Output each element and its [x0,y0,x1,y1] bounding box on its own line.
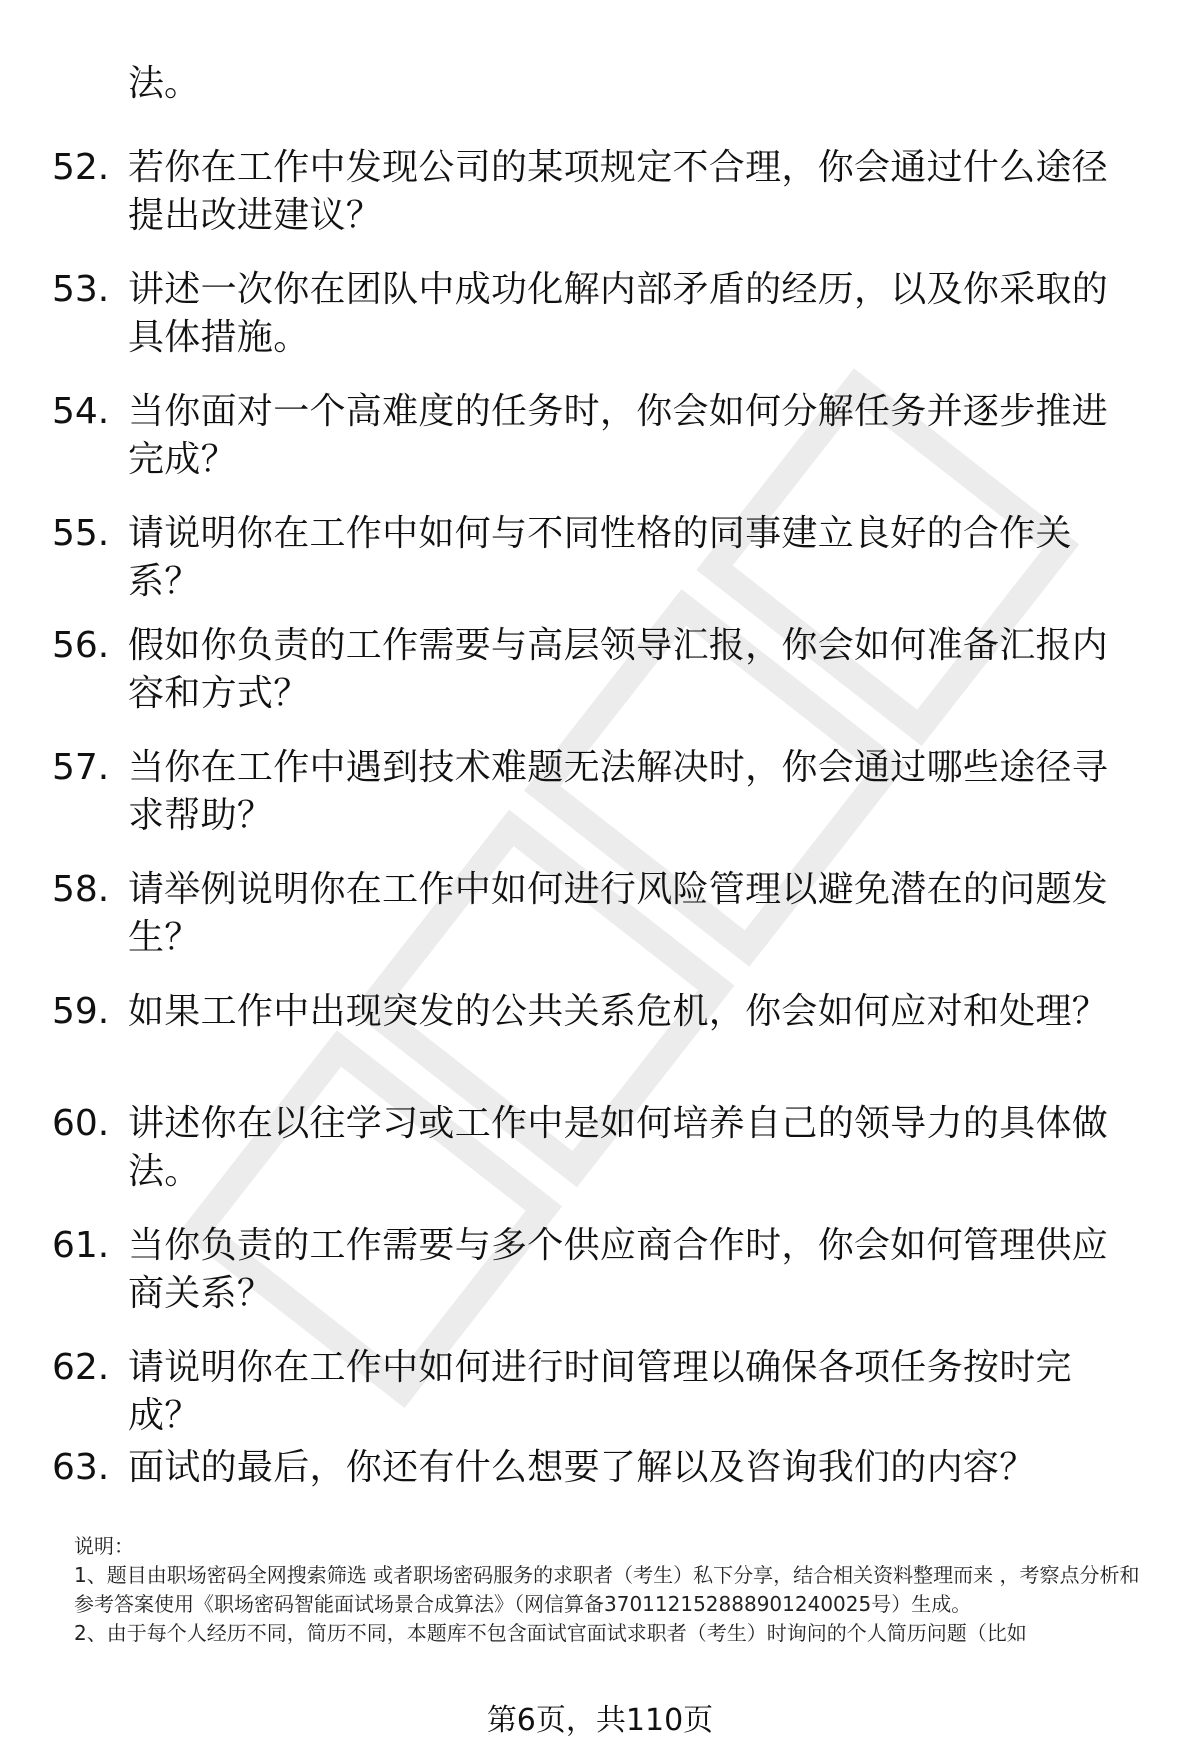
question-item [52,988,1152,1036]
question-text: 讲述你在以往学习或工作中是如何培养自己的领导力的具体做法。 [128,1103,1109,1192]
question-number: 62. [52,1347,110,1388]
question-item [52,622,1152,718]
question-item [52,1100,1152,1196]
notes-heading: 说明： [74,1534,134,1558]
question-text: 请说明你在工作中如何进行时间管理以确保各项任务按时完成？ [128,1347,1072,1436]
question-number: 54. [52,391,110,432]
question-text: 若你在工作中发现公司的某项规定不合理，你会通过什么途径提出改进建议？ [128,147,1109,236]
question-text: 当你面对一个高难度的任务时，你会如何分解任务并逐步推进完成？ [128,391,1109,480]
notes-item-1: 1、题目由职场密码全网搜索筛选 或者职场密码服务的求职者（考生）私下分享，结合相关资料整理而来 ，考察点分析和参考答案使用《职场密码智能面试场景合成算法》（网信算备370112152888901240025号）生成。 [74,1563,1140,1616]
question-item [52,744,1152,840]
question-number: 58. [52,869,110,910]
question-text: 假如你负责的工作需要与高层领导汇报，你会如何准备汇报内容和方式？ [128,625,1109,714]
notes-section [74,1532,1140,1648]
question-item [52,144,1152,240]
question-number: 55. [52,513,110,554]
question-number: 59. [52,991,110,1032]
question-number: 60. [52,1103,110,1144]
question-item [52,266,1152,362]
continued-text: 法。 [128,63,201,104]
notes-item-2: 2、由于每个人经历不同，简历不同，本题库不包含面试官面试求职者（考生）时询问的个人简历问题（比如 [74,1621,1027,1645]
question-text: 请举例说明你在工作中如何进行风险管理以避免潜在的问题发生？ [128,869,1109,958]
question-item [52,866,1152,962]
question-item [52,1444,1152,1492]
question-number: 56. [52,625,110,666]
question-item [52,388,1152,484]
question-text: 如果工作中出现突发的公共关系危机，你会如何应对和处理？ [128,991,1109,1032]
page-number: 第6页，共110页 [486,1703,714,1738]
question-number: 61. [52,1225,110,1266]
question-text: 当你负责的工作需要与多个供应商合作时，你会如何管理供应商关系？ [128,1225,1109,1314]
question-number: 53. [52,269,110,310]
question-number: 63. [52,1447,110,1488]
question-number: 52. [52,147,110,188]
question-number: 57. [52,747,110,788]
question-item [52,1344,1152,1440]
question-text: 请说明你在工作中如何与不同性格的同事建立良好的合作关系？ [128,513,1072,602]
question-item [52,510,1152,606]
question-text: 讲述一次你在团队中成功化解内部矛盾的经历，以及你采取的具体措施。 [128,269,1109,358]
question-item [52,1222,1152,1318]
question-text: 面试的最后，你还有什么想要了解以及咨询我们的内容？ [128,1447,1036,1488]
question-text: 当你在工作中遇到技术难题无法解决时，你会通过哪些途径寻求帮助？ [128,747,1109,836]
